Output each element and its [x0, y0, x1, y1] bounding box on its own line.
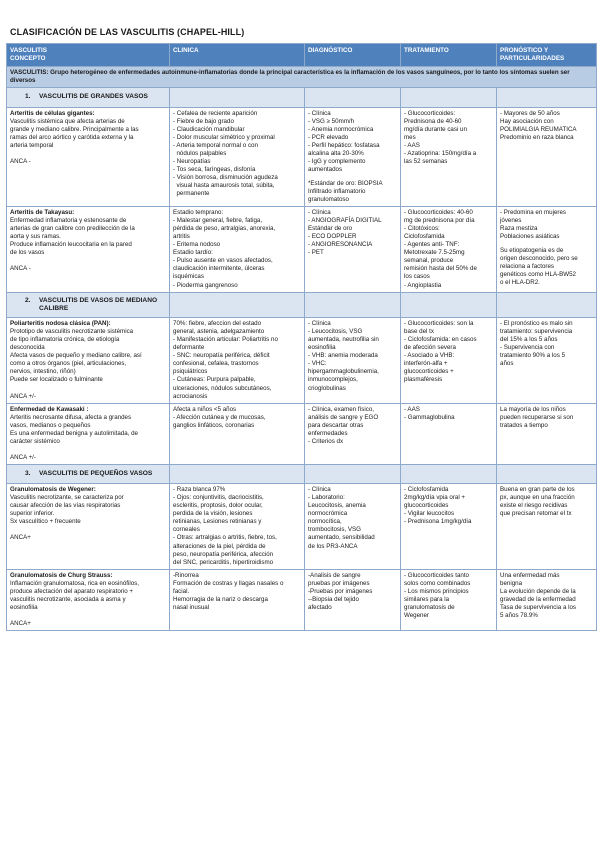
clinica-line: - Malestar general, fiebre, fatiga, [173, 217, 263, 225]
tratamiento-cell [401, 318, 497, 403]
concept-line: desconocida [10, 344, 45, 352]
concept-cell [7, 318, 170, 403]
concept-cell [7, 207, 170, 292]
tratamiento-line: 2mg/kg/día vpia oral + [404, 494, 466, 502]
concept-line: Inflamación granulomatosa, rica en eosinófilos, [10, 579, 139, 587]
clinica-line: Formación de costras y llagas nasales o [173, 579, 284, 587]
diagnostico-line: trombocitosis, VSG [308, 526, 361, 534]
diagnostico-line: de los PR3-ANCA [308, 542, 358, 550]
clinica-line: Estadio tardío: [173, 249, 213, 257]
concept-line: Prototipo de vasculitis necrotizante sistémica [10, 328, 134, 336]
clinica-line: - Claudicación mandibular [173, 125, 245, 133]
clinica-line: - Arteria temporal normal o con [173, 141, 258, 149]
tratamiento-line: glucocorticoides + [404, 368, 454, 376]
concept-line: superior inferior. [10, 510, 55, 518]
pronostico-line: Predominio en raza blanca [500, 133, 574, 141]
clinica-line: nasal inusual [173, 603, 210, 611]
anca-status: ANCA - [10, 265, 31, 273]
concept-line: arterias de gran calibre con predilección de la [10, 225, 135, 233]
clinica-line: alteraciones de la piel, pérdida de [173, 542, 266, 550]
diagnostico-line: aumentados [308, 165, 343, 173]
header-vasculitis-concepto: VASCULITIS CONCEPTO [7, 44, 170, 67]
vasculitis-table [6, 43, 597, 631]
tratamiento-line: - Azatioprina: 150mg/día a [404, 149, 477, 157]
concept-line: Arteritis necrosante difusa, afecta a grandes [10, 413, 132, 421]
diagnostico-line: - VHB: anemia moderada [308, 352, 378, 360]
diagnostico-line: *Estándar de oro: BIOPSIA [308, 179, 383, 187]
clinica-cell [170, 484, 305, 569]
header-diagnostico: DIAGNÓSTICO [305, 44, 401, 67]
clinica-line: - Pulso ausente en vasos afectados, [173, 257, 273, 265]
concept-line: Puede ser localizado o fulminante [10, 376, 103, 384]
diagnostico-line: - PCR elevado [308, 133, 349, 141]
tratamiento-line: de afección severa [404, 344, 456, 352]
section-empty-cell [170, 292, 305, 318]
concept-line: produce afectación del aparato respiratorio + [10, 587, 133, 595]
pronostico-cell [497, 318, 597, 403]
disease-name: Arteritis de Takayasu: [10, 209, 75, 217]
concept-line: de los vasos [10, 249, 45, 257]
section-number: 1. [25, 93, 31, 101]
clinica-line: Afecta a niños <5 años [173, 405, 237, 413]
clinica-line: permanente [173, 190, 210, 198]
pronostico-line: Una enfermedad más [500, 571, 560, 579]
diagnostico-line: - VSG ≥ 50mm/h [308, 117, 355, 125]
concept-line: eosinofilia [10, 603, 38, 611]
clinica-line: ganglios linfáticos, coronarias [173, 421, 255, 429]
disease-name: Poliarteritis nodosa clásica (PAN): [10, 320, 111, 328]
diagnostico-line: - IgG y complemento [308, 157, 366, 165]
clinica-line: 70%: fiebre, afeccion del estado [173, 320, 262, 328]
section-empty-cell [497, 292, 597, 318]
tratamiento-cell [401, 569, 497, 630]
tratamiento-line: los casos [404, 273, 430, 281]
diagnostico-line: granulomatoso [308, 196, 349, 204]
clinica-line: retinianas, Lesiones retinianas y [173, 518, 262, 526]
diagnostico-line: - ECO DOPPLER [308, 233, 357, 241]
disease-name: Arteritis de células gigantes: [10, 109, 95, 117]
clinica-line: confesional, cefalea, trastornos [173, 360, 259, 368]
diagnostico-line: análisis de sangre y EGO [308, 413, 379, 421]
diagnostico-line: para descartar otras [308, 421, 364, 429]
pronostico-line: tratamiento 90% a los 5 [500, 352, 566, 360]
diagnostico-line: - Leucocitosis, VSG [308, 328, 363, 336]
diagnostico-line: - Clínica [308, 320, 331, 328]
clinica-line: perdida de la visión, lesiones [173, 510, 253, 518]
pronostico-line: existe el riesgo recidivas [500, 502, 568, 510]
concept-line: Sx vasculítico + frecuente [10, 518, 81, 526]
pronostico-line: Hay asociación con [500, 117, 554, 125]
pronostico-line: tratados a tiempo [500, 421, 548, 429]
pronostico-cell [497, 484, 597, 569]
clinica-line: escleritis, proptosis, dolor ocular, [173, 502, 263, 510]
clinica-line: - Cefalea de reciente aparición [173, 109, 258, 117]
pronostico-line: - Predomina en mujeres [500, 209, 567, 217]
clinica-line: claudicación intermitente, úlceras [173, 265, 265, 273]
section-row [7, 88, 597, 107]
diagnostico-cell [305, 107, 401, 207]
diagnostico-cell [305, 484, 401, 569]
disease-name: Granulomatosis de Churg Strauss: [10, 571, 113, 579]
intro-text: VASCULITIS: Grupo heterogéneo de enfermedades autoinmune-inflamatorias donde la principal característica es la inflamación de los vasos sanguíneos, por lo tanto los síntomas suelen ser diversos [7, 67, 597, 88]
section-title [7, 88, 170, 107]
clinica-line: Hemorragia de la nariz o descarga [173, 595, 268, 603]
diagnostico-line: Infiltrado inflamatorio [308, 188, 366, 195]
tratamiento-line: mes [404, 133, 416, 141]
clinica-line: - Afección cutánea y de mucosas, [173, 413, 266, 421]
section-number: 3. [25, 469, 31, 477]
tratamiento-cell [401, 484, 497, 569]
clinica-cell [170, 207, 305, 292]
pronostico-line: Raza mestiza [500, 225, 538, 233]
tratamiento-line: - Angioplastia [404, 281, 442, 289]
pronostico-line: POLIMIALGIA REUMATICA [500, 125, 577, 133]
clinica-line: facial. [173, 587, 190, 595]
diagnostico-line: -Analisis de sangre [308, 571, 361, 579]
clinica-line: - Visión borrosa, disminución agudeza [173, 173, 278, 181]
clinica-line: acrocianosis [173, 392, 208, 400]
clinica-line: ulceraciones, nódulos subcutáneos, [173, 384, 272, 392]
diagnostico-line: normocítica, [308, 518, 342, 526]
anca-status: ANCA +/- [10, 392, 36, 400]
concept-line: carácter sistémico [10, 437, 60, 445]
section-empty-cell [497, 464, 597, 483]
concept-line: Produce inflamación leucocitaria en la pared [10, 241, 132, 249]
pronostico-line: genéticos como HLA-BW52 [500, 271, 577, 279]
clinica-line: - Dolor muscular simétrico y proximal [173, 133, 275, 141]
tratamiento-line: - Prednisona 1mg/kg/día [404, 518, 472, 526]
section-empty-cell [305, 88, 401, 107]
diagnostico-line: - Criterios dx [308, 437, 344, 445]
table-row [7, 107, 597, 207]
diagnostico-line: alcalina alta 20-30% [308, 149, 364, 157]
clinica-line: - Eritema nodoso [173, 241, 221, 249]
concept-line: aorta y sus ramas. [10, 233, 61, 241]
section-empty-cell [497, 88, 597, 107]
tratamiento-line: plasmaféresis [404, 376, 443, 384]
clinica-line: - Raza blanca 97% [173, 486, 226, 494]
tratamiento-line: mg de prednisona por día [404, 217, 475, 225]
clinica-line: visual hasta amaurosis total, súbita, [173, 182, 275, 189]
diagnostico-line: afectado [308, 603, 332, 611]
table-row [7, 484, 597, 569]
clinica-line: - Otras: artralgias o artritis, fiebre, tos, [173, 534, 277, 542]
tratamiento-line: - Los mismos principios [404, 587, 469, 595]
diagnostico-line: inmunocomplejos, [308, 376, 358, 384]
pronostico-line: jóvenes [500, 217, 522, 225]
clinica-line: general, astenia, adelgazamiento [173, 328, 265, 336]
pronostico-line: gravedad de la enfermedad [500, 595, 576, 603]
clinica-line: - Fiebre de bajo grado [173, 117, 234, 125]
diagnostico-line: - Perfil hepático: fosfatasa [308, 141, 380, 149]
section-title-text: CALIBRE [39, 304, 69, 312]
table-row [7, 318, 597, 403]
tratamiento-line: - Gammaglobulina [404, 413, 455, 421]
diagnostico-line: - ANGIOGRAFÍA DIGITIAL [308, 217, 382, 225]
concept-line: arteria temporal [10, 141, 54, 149]
diagnostico-line: - VHC: [308, 360, 327, 368]
pronostico-line: - Mayores de 50 años [500, 109, 560, 117]
diagnostico-line: eosinofilia [308, 344, 336, 352]
section-empty-cell [305, 464, 401, 483]
clinica-line: pérdida de peso, artralgias, anorexia, [173, 225, 276, 233]
pronostico-line: Su etiopatogenia es de [500, 247, 564, 255]
clinica-line: -Rinorrea [173, 571, 199, 579]
clinica-line: peso, neuropatía periférica, afección [173, 550, 274, 558]
section-empty-cell [401, 292, 497, 318]
tratamiento-line: interferón-alfa + [404, 360, 448, 368]
pronostico-line: del 15% a los 5 años [500, 336, 558, 344]
clinica-line: - Neuropatías [173, 157, 211, 165]
tratamiento-line: mg/día durante casi un [404, 125, 467, 133]
tratamiento-line: glucocorticoides [404, 502, 449, 510]
clinica-line: deformante [173, 344, 205, 352]
clinica-line: - Pioderma gangrenoso [173, 281, 238, 289]
disease-name: Granulomatosis de Wegener: [10, 486, 96, 494]
concept-cell [7, 484, 170, 569]
diagnostico-line: - Clínica [308, 209, 331, 217]
pronostico-cell [497, 207, 597, 292]
tratamiento-line: - Ciclofosfamida: en casos [404, 336, 477, 344]
clinica-line: - Tos seca, faríngeas, disfonía [173, 165, 256, 173]
header-clinica: CLINICA [170, 44, 305, 67]
tratamiento-line: - Glucocorticoides: 40-60 [404, 209, 473, 217]
tratamiento-line: granulomatosis de [404, 603, 455, 611]
pronostico-line: pueden recuperarse si son [500, 413, 574, 421]
diagnostico-line: - Laboratorio: [308, 494, 345, 502]
diagnostico-cell [305, 318, 401, 403]
section-number: 2. [25, 296, 31, 304]
diagnostico-line: - Clínica [308, 109, 331, 117]
tratamiento-line: Ciclofosfamida [404, 233, 445, 241]
clinica-line: Estadio temprano: [173, 209, 224, 217]
tratamiento-line: - Agentes anti- TNF: [404, 241, 460, 249]
pronostico-cell [497, 403, 597, 464]
diagnostico-line: aumentado, sensibilidad [308, 534, 375, 542]
tratamiento-line: - Ciclofosfamida [404, 486, 449, 494]
anca-status: ANCA+ [10, 619, 31, 627]
diagnostico-line: - Clínica, examen físico, [308, 405, 375, 413]
pronostico-line: La mayoría de los niños [500, 405, 566, 413]
pronostico-line: años [500, 360, 514, 368]
diagnostico-line: --Biopsia del tejido [308, 595, 359, 603]
section-empty-cell [401, 464, 497, 483]
diagnostico-line: Leucocitosis, anemia [308, 502, 366, 510]
pronostico-line: px, aunque en una fracción [500, 494, 575, 502]
tratamiento-line: - Vigilar leucocitos [404, 510, 455, 518]
section-title-text: VASCULITIS DE VASOS DE MEDIANO [39, 296, 158, 304]
tratamiento-cell [401, 403, 497, 464]
section-title [7, 292, 170, 318]
pronostico-line: Tasa de supervivencia a los [500, 603, 577, 611]
tratamiento-cell [401, 107, 497, 207]
pronostico-line: La evolución depende de la [500, 587, 576, 595]
diagnostico-line: enfermedades [308, 429, 348, 437]
disease-name: Enfermedad de Kawasaki : [10, 405, 89, 413]
concept-cell [7, 107, 170, 207]
concept-line: Afecta vasos de pequeño y mediano calibre, así [10, 352, 142, 360]
tratamiento-line: - Glucocorticoides: [404, 109, 456, 117]
pronostico-line: relaciona a factores [500, 263, 554, 271]
concept-line: Vasculitis sistémica que afecta arterias de [10, 117, 125, 125]
concept-line: vasculitis necrotizante, asociada a asma y [10, 595, 126, 603]
section-title-text: VASCULITIS DE PEQUEÑOS VASOS [39, 469, 153, 477]
document-title: CLASIFICACIÓN DE LAS VASCULITIS (CHAPEL-HILL) [10, 27, 245, 37]
clinica-cell [170, 403, 305, 464]
clinica-line: - Manifestación articular: Poliartritis no [173, 336, 278, 344]
pronostico-line: - El pronóstico es malo sin [500, 320, 573, 328]
clinica-line: del SNC, pericarditis, hipertiroidismo [173, 558, 274, 566]
pronostico-line: Buena en gran parte de los [500, 486, 575, 494]
pronostico-line: benigna [500, 579, 523, 587]
diagnostico-line: aumentada, neutrofilia sin [308, 336, 379, 344]
tratamiento-line: - Citotóxicos: [404, 225, 440, 233]
pronostico-line: Poblaciones asiáticas [500, 233, 560, 241]
tratamiento-line: Wegener [404, 611, 429, 619]
tratamiento-line: - AAS [404, 141, 420, 149]
pronostico-cell [497, 107, 597, 207]
tratamiento-line: similares para la [404, 595, 450, 603]
anca-status: ANCA+ [10, 534, 31, 542]
diagnostico-line: - PET [308, 249, 324, 257]
tratamiento-line: - AAS [404, 405, 420, 413]
tratamiento-line: las 52 semanas [404, 157, 448, 165]
table-row [7, 569, 597, 630]
diagnostico-cell [305, 569, 401, 630]
concept-line: de tipo inflamatoria crónica, de etiología [10, 336, 120, 344]
clinica-line: isquémicas [173, 273, 204, 281]
section-empty-cell [170, 88, 305, 107]
clinica-cell [170, 318, 305, 403]
clinica-line: nódulos palpables [173, 149, 227, 157]
pronostico-line: 5 años 78.9% [500, 611, 538, 619]
clinica-line: artritis [173, 233, 190, 241]
section-empty-cell [170, 464, 305, 483]
tratamiento-cell [401, 207, 497, 292]
tratamiento-line: Prednisona de 40-60 [404, 117, 462, 125]
tratamiento-line: remisión hasta del 50% de [404, 265, 477, 273]
pronostico-cell [497, 569, 597, 630]
diagnostico-line: - ANGIORESONANCIA [308, 241, 373, 249]
table-row [7, 207, 597, 292]
pronostico-line: que precisan retomar el tx [500, 510, 572, 518]
diagnostico-cell [305, 207, 401, 292]
concept-line: como a otros órganos (piel, articulaciones, [10, 360, 127, 368]
section-title [7, 464, 170, 483]
concept-line: Es una enfermedad benigna y autolimitada, de [10, 429, 138, 437]
section-row [7, 464, 597, 483]
pronostico-line: tratamiento: supervivencia [500, 328, 573, 336]
pronostico-line: o el HLA-DR2. [500, 279, 540, 287]
clinica-line: - SNC: neuropatía periférica, déficit [173, 352, 270, 360]
header-pronostico: PRONÓSTICO Y PARTICULARIDADES [497, 44, 597, 67]
diagnostico-line: crioglobulinas [308, 384, 346, 392]
table-row [7, 403, 597, 464]
clinica-cell [170, 569, 305, 630]
diagnostico-line: hipergammaglobulinemia, [308, 368, 379, 376]
section-row [7, 292, 597, 318]
tratamiento-line: - Asociado a VHB: [404, 352, 455, 360]
section-title-text: VASCULITIS DE GRANDES VASOS [39, 93, 148, 101]
diagnostico-line: -Pruebas por imágenes [308, 587, 373, 595]
tratamiento-line: - Glucocorticoides: son la [404, 320, 474, 328]
clinica-line: - Cutáneas: Purpura palpable, [173, 376, 256, 384]
concept-line: ramas del arco aórtico y carótida externa y la [10, 133, 134, 141]
concept-line: nervios, intestino, riñón) [10, 368, 76, 376]
clinica-cell [170, 107, 305, 207]
diagnostico-line: Estándar de oro [308, 225, 353, 233]
pronostico-line: - Supervivencia con [500, 344, 555, 352]
tratamiento-line: - Glucocorticoides tanto [404, 571, 469, 579]
clinica-line: psiquiátricos [173, 368, 208, 376]
diagnostico-line: - Clínica [308, 486, 331, 494]
section-empty-cell [305, 292, 401, 318]
diagnostico-line: - Anemia normocrómica [308, 125, 374, 133]
tratamiento-line: base del tx [404, 328, 434, 336]
section-empty-cell [401, 88, 497, 107]
tratamiento-line: solos como combinados [404, 579, 471, 587]
concept-line: Vasculitis necrotizante, se caracteriza por [10, 494, 124, 502]
intro-row [7, 67, 597, 88]
clinica-line: corneales [173, 526, 200, 534]
diagnostico-line: pruebas por imágenes [308, 579, 370, 587]
anca-status: ANCA - [10, 157, 31, 165]
anca-status: ANCA +/- [10, 453, 36, 461]
concept-cell [7, 569, 170, 630]
concept-line: vasos, medianos o pequeños [10, 421, 91, 429]
tratamiento-line: Metotrexate 7.5-25mg [404, 249, 465, 257]
concept-cell [7, 403, 170, 464]
pronostico-line: origen desconocido, pero se [500, 255, 578, 263]
table-header-row [7, 44, 597, 67]
concept-line: grande y mediano calibre. Principalmente a las [10, 125, 139, 133]
concept-line: Enfermedad inflamatoria y estenosante de [10, 217, 127, 225]
tratamiento-line: semanal, produce [404, 257, 454, 265]
concept-line: causar afección de las vías respiratorias [10, 502, 121, 510]
header-tratamiento: TRATAMIENTO [401, 44, 497, 67]
clinica-line: - Ojos: conjuntivitis, dacriocistitis, [173, 494, 264, 502]
diagnostico-cell [305, 403, 401, 464]
diagnostico-line: normocrómica [308, 510, 348, 518]
